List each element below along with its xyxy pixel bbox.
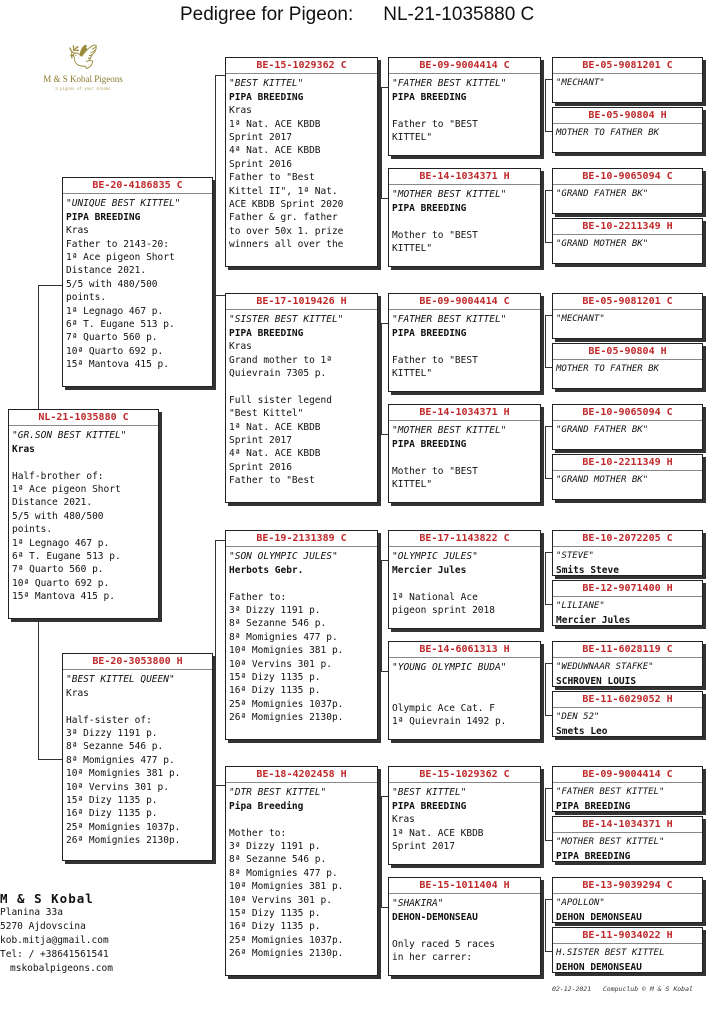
connector-line	[381, 796, 382, 907]
info-line: Father to "BEST	[392, 118, 478, 130]
pigeon-name: "MOTHER BEST KITTEL"	[392, 425, 507, 437]
ring-number: BE-10-2211349 H	[553, 455, 702, 471]
info-line: Sprint 2017	[392, 841, 455, 853]
connector-line	[545, 604, 552, 605]
info-line: KITTEL"	[392, 479, 433, 491]
pigeon-name: "STEVE"	[556, 551, 594, 562]
connector-line	[545, 190, 546, 242]
info-line: 1ª Legnago 467 p.	[12, 537, 110, 549]
info-line: Mother to "BEST	[392, 229, 478, 241]
info-line	[392, 577, 537, 590]
info-line: 3ª Dizzy 1191 p.	[66, 728, 158, 740]
info-line	[229, 380, 374, 393]
pigeon-name: "GRAND MOTHER BK"	[556, 239, 649, 250]
info-line	[12, 456, 155, 469]
info-line: 8ª Momignies 477 p.	[229, 631, 338, 643]
ring-number: NL-21-1035880 C	[9, 410, 158, 426]
pigeon-name: "DTR BEST KITTEL"	[229, 787, 327, 799]
connector-line	[545, 79, 546, 131]
connector-line	[381, 796, 388, 797]
contact-block	[0, 892, 113, 976]
connector-line	[545, 426, 546, 478]
ring-number: BE-11-6028119 C	[553, 642, 702, 658]
pigeon-name: "BEST KITTEL QUEEN"	[66, 674, 175, 686]
info-line: Distance 2021.	[12, 497, 93, 509]
ancestor-g4-card[interactable]	[552, 343, 703, 389]
ring-number: BE-14-1034371 H	[389, 405, 540, 421]
ancestor-g4-card[interactable]	[552, 691, 703, 737]
info-line	[392, 924, 537, 937]
info-line	[229, 577, 374, 590]
ancestor-g4-card[interactable]	[552, 927, 703, 973]
info-line: Father to "BEST	[392, 354, 478, 366]
info-line: 8ª Momignies 477 p.	[66, 754, 175, 766]
info-line: 15ª Mantova 415 p.	[66, 359, 169, 371]
pigeon-name: MOTHER TO FATHER BK	[556, 128, 659, 139]
ring-number: BE-10-9065094 C	[553, 405, 702, 421]
connector-line	[215, 75, 225, 76]
info-line: Quievrain 7305 p.	[229, 368, 327, 380]
info-line: KITTEL"	[392, 132, 433, 144]
pigeon-name: "BEST KITTEL"	[229, 78, 304, 90]
grandparent-card[interactable]	[225, 57, 378, 267]
ancestor-g3-card[interactable]	[388, 766, 541, 865]
owner-name: DEHON DEMONSEAU	[556, 961, 642, 973]
ancestor-g3-card[interactable]	[388, 293, 541, 392]
ring-number: BE-09-9004414 C	[389, 58, 540, 74]
ring-number: BE-14-6061313 H	[389, 642, 540, 658]
subject-card[interactable]	[8, 409, 159, 619]
connector-line	[381, 87, 388, 88]
pigeon-logo-icon: 🕊	[67, 43, 99, 71]
ring-number: BE-09-9004414 C	[553, 767, 702, 783]
contact-address1: Planina 33a	[0, 907, 63, 918]
info-line: 5/5 with 480/500	[66, 278, 158, 290]
info-line	[66, 700, 209, 713]
info-line	[392, 451, 537, 464]
info-line: 6ª T. Eugane 513 p.	[12, 551, 121, 563]
ancestor-g4-card[interactable]	[552, 293, 703, 339]
pigeon-name: "FATHER BEST KITTEL"	[392, 314, 507, 326]
info-line: 10ª Momignies 381 p.	[229, 645, 344, 657]
info-line: 1ª National Ace	[392, 591, 478, 603]
pigeon-name: "YOUNG OLYMPIC BUDA"	[392, 662, 507, 674]
info-line: 7ª Quarto 560 p.	[66, 332, 158, 344]
title-ring: NL-21-1035880 C	[383, 4, 535, 25]
ring-number: BE-15-1011404 H	[389, 878, 540, 894]
info-line: PIPA BREEDING	[392, 438, 467, 450]
info-line: Kras	[66, 225, 89, 237]
ancestor-g3-card[interactable]	[388, 530, 541, 629]
ancestor-g4-card[interactable]	[552, 766, 703, 812]
info-line: 10ª Quarto 692 p.	[66, 345, 164, 357]
ancestor-g4-card[interactable]	[552, 580, 703, 626]
info-line: Grand mother to 1ª	[229, 354, 332, 366]
info-line: Kras	[12, 443, 35, 455]
sire-card[interactable]	[62, 177, 213, 387]
connector-line	[545, 788, 546, 840]
connector-line	[545, 426, 552, 427]
info-line: Father to:	[229, 591, 287, 603]
ancestor-g4-card[interactable]	[552, 107, 703, 153]
info-line: Kras	[66, 687, 89, 699]
info-line: PIPA BREEDING	[392, 327, 467, 339]
connector-line	[545, 367, 552, 368]
info-line	[392, 688, 537, 701]
title-label: Pedigree for Pigeon:	[180, 4, 354, 25]
info-line: 10ª Momignies 381 p.	[66, 768, 181, 780]
connector-line	[215, 295, 225, 296]
info-line: 26ª Momignies 2130p.	[229, 712, 344, 724]
contact-phone: Tel: / +38641561541	[0, 949, 109, 960]
info-line: Pipa Breeding	[229, 800, 304, 812]
info-line: Father to 2143-20:	[66, 238, 169, 250]
ring-number: BE-14-1034371 H	[553, 817, 702, 833]
page-title	[180, 4, 564, 26]
info-line: 3ª Dizzy 1191 p.	[229, 841, 321, 853]
info-line: 25ª Momignies 1037p.	[66, 821, 181, 833]
ring-number: BE-10-9065094 C	[553, 169, 702, 185]
info-line: DEHON-DEMONSEAU	[392, 911, 478, 923]
pigeon-name: "SON OLYMPIC JULES"	[229, 551, 338, 563]
info-line: in her carrer:	[392, 952, 473, 964]
info-line: to over 50x 1. prize	[229, 225, 344, 237]
info-line: Mercier Jules	[392, 564, 467, 576]
connector-line	[381, 671, 388, 672]
connector-line	[215, 785, 225, 786]
pigeon-name: "WEDUWNAAR STAFKE"	[556, 662, 654, 673]
ancestor-g4-card[interactable]	[552, 57, 703, 103]
pigeon-name: "MOTHER BEST KITTEL"	[556, 837, 665, 848]
connector-line	[381, 323, 388, 324]
info-line: Distance 2021.	[66, 265, 147, 277]
ring-number: BE-11-6029052 H	[553, 692, 702, 708]
info-line: Sprint 2016	[229, 158, 292, 170]
pigeon-name: "FATHER BEST KITTEL"	[556, 787, 665, 798]
info-line: 8ª Sezanne 546 p.	[229, 854, 327, 866]
ancestor-g3-card[interactable]	[388, 641, 541, 740]
pigeon-name: "GRAND FATHER BK"	[556, 425, 649, 436]
info-line: Olympic Ace Cat. F	[392, 702, 495, 714]
ancestor-g4-card[interactable]	[552, 404, 703, 450]
ring-number: BE-05-9081201 C	[553, 58, 702, 74]
pigeon-name: "FATHER BEST KITTEL"	[392, 78, 507, 90]
info-line: Father to "Best	[229, 475, 315, 487]
info-line: KITTEL"	[392, 243, 433, 255]
ancestor-g3-card[interactable]	[388, 404, 541, 503]
info-line: 10ª Momignies 381 p.	[229, 881, 344, 893]
connector-line	[38, 759, 62, 760]
pigeon-name: "MOTHER BEST KITTEL"	[392, 189, 507, 201]
connector-line	[381, 87, 382, 198]
connector-line	[545, 315, 552, 316]
pigeon-name: "SISTER BEST KITTEL"	[229, 314, 344, 326]
info-line: winners all over the	[229, 239, 344, 251]
ring-number: BE-10-2211349 H	[553, 219, 702, 235]
info-line: 7ª Quarto 560 p.	[12, 564, 104, 576]
ring-number: BE-05-90804 H	[553, 108, 702, 124]
info-line: Kras	[229, 105, 252, 117]
info-line: 4ª Nat. ACE KBDB	[229, 145, 321, 157]
info-line: Herbots Gebr.	[229, 564, 304, 576]
info-line: Father to "Best	[229, 172, 315, 184]
info-line: 8ª Momignies 477 p.	[229, 867, 338, 879]
ring-number: BE-17-1019426 H	[226, 294, 377, 310]
connector-line	[545, 131, 552, 132]
info-line: 10ª Quarto 692 p.	[12, 577, 110, 589]
owner-name: SCHROVEN LOUIS	[556, 675, 637, 687]
owner-name: PIPA BREEDING	[556, 850, 631, 862]
ring-number: BE-13-9039294 C	[553, 878, 702, 894]
info-line: 1ª Quievrain 1492 p.	[392, 716, 507, 728]
pigeon-name: "UNIQUE BEST KITTEL"	[66, 198, 181, 210]
info-line: Kras	[229, 341, 252, 353]
contact-website[interactable]: mskobalpigeons.com	[10, 963, 113, 974]
connector-line	[545, 552, 552, 553]
info-line: 4ª Nat. ACE KBDB	[229, 448, 321, 460]
connector-line	[545, 663, 546, 715]
pigeon-name: "GRAND FATHER BK"	[556, 189, 649, 200]
connector-line	[38, 285, 62, 286]
connector-line	[381, 198, 388, 199]
connector-line	[545, 951, 552, 952]
footer-credit: Compuclub © M & S Kobal	[602, 985, 693, 993]
connector-line	[545, 899, 546, 951]
pigeon-name: "GR.SON BEST KITTEL"	[12, 430, 127, 442]
info-line	[392, 215, 537, 228]
info-line: Half-brother of:	[12, 470, 104, 482]
ancestor-g4-card[interactable]	[552, 877, 703, 923]
pigeon-name: MOTHER TO FATHER BK	[556, 364, 659, 375]
info-line: 15ª Mantova 415 p.	[12, 591, 115, 603]
info-line: 16ª Dizy 1135 p.	[66, 808, 158, 820]
contact-address2: 5270 Ajdovscina	[0, 921, 86, 932]
info-line: 8ª Sezanne 546 p.	[229, 618, 327, 630]
connector-line	[215, 540, 225, 541]
ancestor-g4-card[interactable]	[552, 168, 703, 214]
grandparent-card[interactable]	[225, 530, 378, 740]
info-line: Sprint 2017	[229, 435, 292, 447]
ring-number: BE-05-90804 H	[553, 344, 702, 360]
connector-line	[545, 190, 552, 191]
ring-number: BE-15-1029362 C	[389, 767, 540, 783]
owner-name: Smits Steve	[556, 564, 619, 576]
ring-number: BE-12-9071400 H	[553, 581, 702, 597]
grandparent-card[interactable]	[225, 293, 378, 503]
info-line: PIPA BREEDING	[392, 800, 467, 812]
connector-line	[215, 75, 216, 295]
info-line: 10ª Vervins 301 p.	[66, 781, 169, 793]
connector-line	[38, 619, 39, 759]
connector-line	[545, 788, 552, 789]
info-line: 16ª Dizy 1135 p.	[229, 921, 321, 933]
ring-number: BE-15-1029362 C	[226, 58, 377, 74]
owner-name: DEHON DEMONSEAU	[556, 911, 642, 923]
info-line: PIPA BREEDING	[229, 327, 304, 339]
logo-name: M & S Kobal Pigeons	[43, 74, 123, 84]
ancestor-g4-card[interactable]	[552, 218, 703, 264]
connector-line	[545, 315, 546, 367]
ring-number: BE-18-4202458 H	[226, 767, 377, 783]
ancestor-g4-card[interactable]	[552, 454, 703, 500]
connector-line	[545, 478, 552, 479]
info-line: 3ª Dizzy 1191 p.	[229, 605, 321, 617]
connector-line	[381, 434, 388, 435]
info-line: 26ª Momignies 2130p.	[229, 948, 344, 960]
connector-line	[381, 560, 388, 561]
ancestor-g3-card[interactable]	[388, 168, 541, 267]
owner-name: Mercier Jules	[556, 614, 631, 626]
info-line: Sprint 2016	[229, 461, 292, 473]
pigeon-name: "APOLLON"	[556, 898, 605, 909]
connector-line	[545, 242, 552, 243]
ring-number: BE-11-9034022 H	[553, 928, 702, 944]
info-line: points.	[12, 524, 53, 536]
pigeon-name: H.SISTER BEST KITTEL	[556, 948, 665, 959]
info-line: 5/5 with 480/500	[12, 510, 104, 522]
info-line	[392, 340, 537, 353]
info-line	[229, 813, 374, 826]
info-line: Sprint 2017	[229, 132, 292, 144]
info-line: 1ª Legnago 467 p.	[66, 305, 164, 317]
pigeon-name: "LILIANE"	[556, 601, 605, 612]
info-line: 15ª Dizy 1135 p.	[229, 908, 321, 920]
info-line: points.	[66, 292, 107, 304]
pigeon-name: "OLYMPIC JULES"	[392, 551, 478, 563]
info-line: 16ª Dizy 1135 p.	[229, 685, 321, 697]
connector-line	[545, 663, 552, 664]
info-line: Kittel II", 1ª Nat.	[229, 185, 338, 197]
ring-number: BE-20-3053800 H	[63, 654, 212, 670]
ring-number: BE-14-1034371 H	[389, 169, 540, 185]
ancestor-g4-card[interactable]	[552, 641, 703, 687]
info-line: 8ª Sezanne 546 p.	[66, 741, 164, 753]
footer	[552, 985, 693, 993]
pigeon-name: "BEST KITTEL"	[392, 787, 467, 799]
connector-line	[545, 840, 552, 841]
ancestor-g3-card[interactable]	[388, 877, 541, 976]
connector-line	[381, 560, 382, 671]
ring-number: BE-05-9081201 C	[553, 294, 702, 310]
owner-name: PIPA BREEDING	[556, 800, 631, 812]
connector-line	[381, 323, 382, 434]
info-line: PIPA BREEDING	[229, 91, 304, 103]
ring-number: BE-20-4186835 C	[63, 178, 212, 194]
pigeon-name: "MECHANT"	[556, 314, 605, 325]
info-line: 1ª Nat. ACE KBDB	[229, 118, 321, 130]
info-line: Father & gr. father	[229, 212, 338, 224]
ring-number: BE-09-9004414 C	[389, 294, 540, 310]
info-line	[392, 104, 537, 117]
info-line: Only raced 5 races	[392, 938, 495, 950]
connector-line	[545, 715, 552, 716]
owner-name: Smets Leo	[556, 725, 608, 737]
info-line: 26ª Momignies 2130p.	[66, 835, 181, 847]
dam-card[interactable]	[62, 653, 213, 861]
info-line: Mother to "BEST	[392, 465, 478, 477]
ancestor-g4-card[interactable]	[552, 530, 703, 576]
logo-tagline: a pigeon of your dreams	[55, 86, 111, 91]
info-line: pigeon sprint 2018	[392, 605, 495, 617]
info-line: 1ª Ace pigeon Short	[12, 484, 121, 496]
ring-number: BE-19-2131389 C	[226, 531, 377, 547]
info-line: KITTEL"	[392, 368, 433, 380]
pigeon-name: "DEN 52"	[556, 712, 600, 723]
connector-line	[545, 899, 552, 900]
pigeon-name: "MECHANT"	[556, 78, 605, 89]
info-line: Full sister legend	[229, 394, 332, 406]
info-line: 25ª Momignies 1037p.	[229, 934, 344, 946]
info-line: 1ª Ace pigeon Short	[66, 252, 175, 264]
info-line: 15ª Dizy 1135 p.	[229, 672, 321, 684]
logo	[28, 44, 138, 104]
info-line	[392, 675, 537, 688]
info-line: PIPA BREEDING	[392, 91, 467, 103]
info-line: PIPA BREEDING	[66, 211, 141, 223]
info-line: Mother to:	[229, 827, 287, 839]
info-line: 10ª Vervins 301 p.	[229, 658, 332, 670]
info-line: "Best Kittel"	[229, 408, 304, 420]
ancestor-g3-card[interactable]	[388, 57, 541, 156]
pigeon-name: "GRAND MOTHER BK"	[556, 475, 649, 486]
ancestor-g4-card[interactable]	[552, 816, 703, 862]
ring-number: BE-10-2072205 C	[553, 531, 702, 547]
info-line: 1ª Nat. ACE KBDB	[392, 827, 484, 839]
connector-line	[215, 540, 216, 785]
info-line: 25ª Momignies 1037p.	[229, 698, 344, 710]
connector-line	[381, 907, 388, 908]
footer-date: 02-12-2021	[552, 985, 592, 993]
info-line: 6ª T. Eugane 513 p.	[66, 319, 175, 331]
ring-number: BE-17-1143822 C	[389, 531, 540, 547]
info-line: 1ª Nat. ACE KBDB	[229, 421, 321, 433]
connector-line	[545, 79, 552, 80]
connector-line	[545, 552, 546, 604]
info-line: Kras	[392, 814, 415, 826]
info-line: Half-sister of:	[66, 714, 152, 726]
pigeon-name: "SHAKIRA"	[392, 898, 444, 910]
grandparent-card[interactable]	[225, 766, 378, 976]
contact-email[interactable]: kob.mitja@gmail.com	[0, 935, 109, 946]
connector-line	[38, 285, 39, 409]
info-line: 15ª Dizy 1135 p.	[66, 795, 158, 807]
info-line: 10ª Vervins 301 p.	[229, 894, 332, 906]
info-line: ACE KBDB Sprint 2020	[229, 199, 344, 211]
info-line: PIPA BREEDING	[392, 202, 467, 214]
contact-name: M & S Kobal	[0, 891, 94, 906]
